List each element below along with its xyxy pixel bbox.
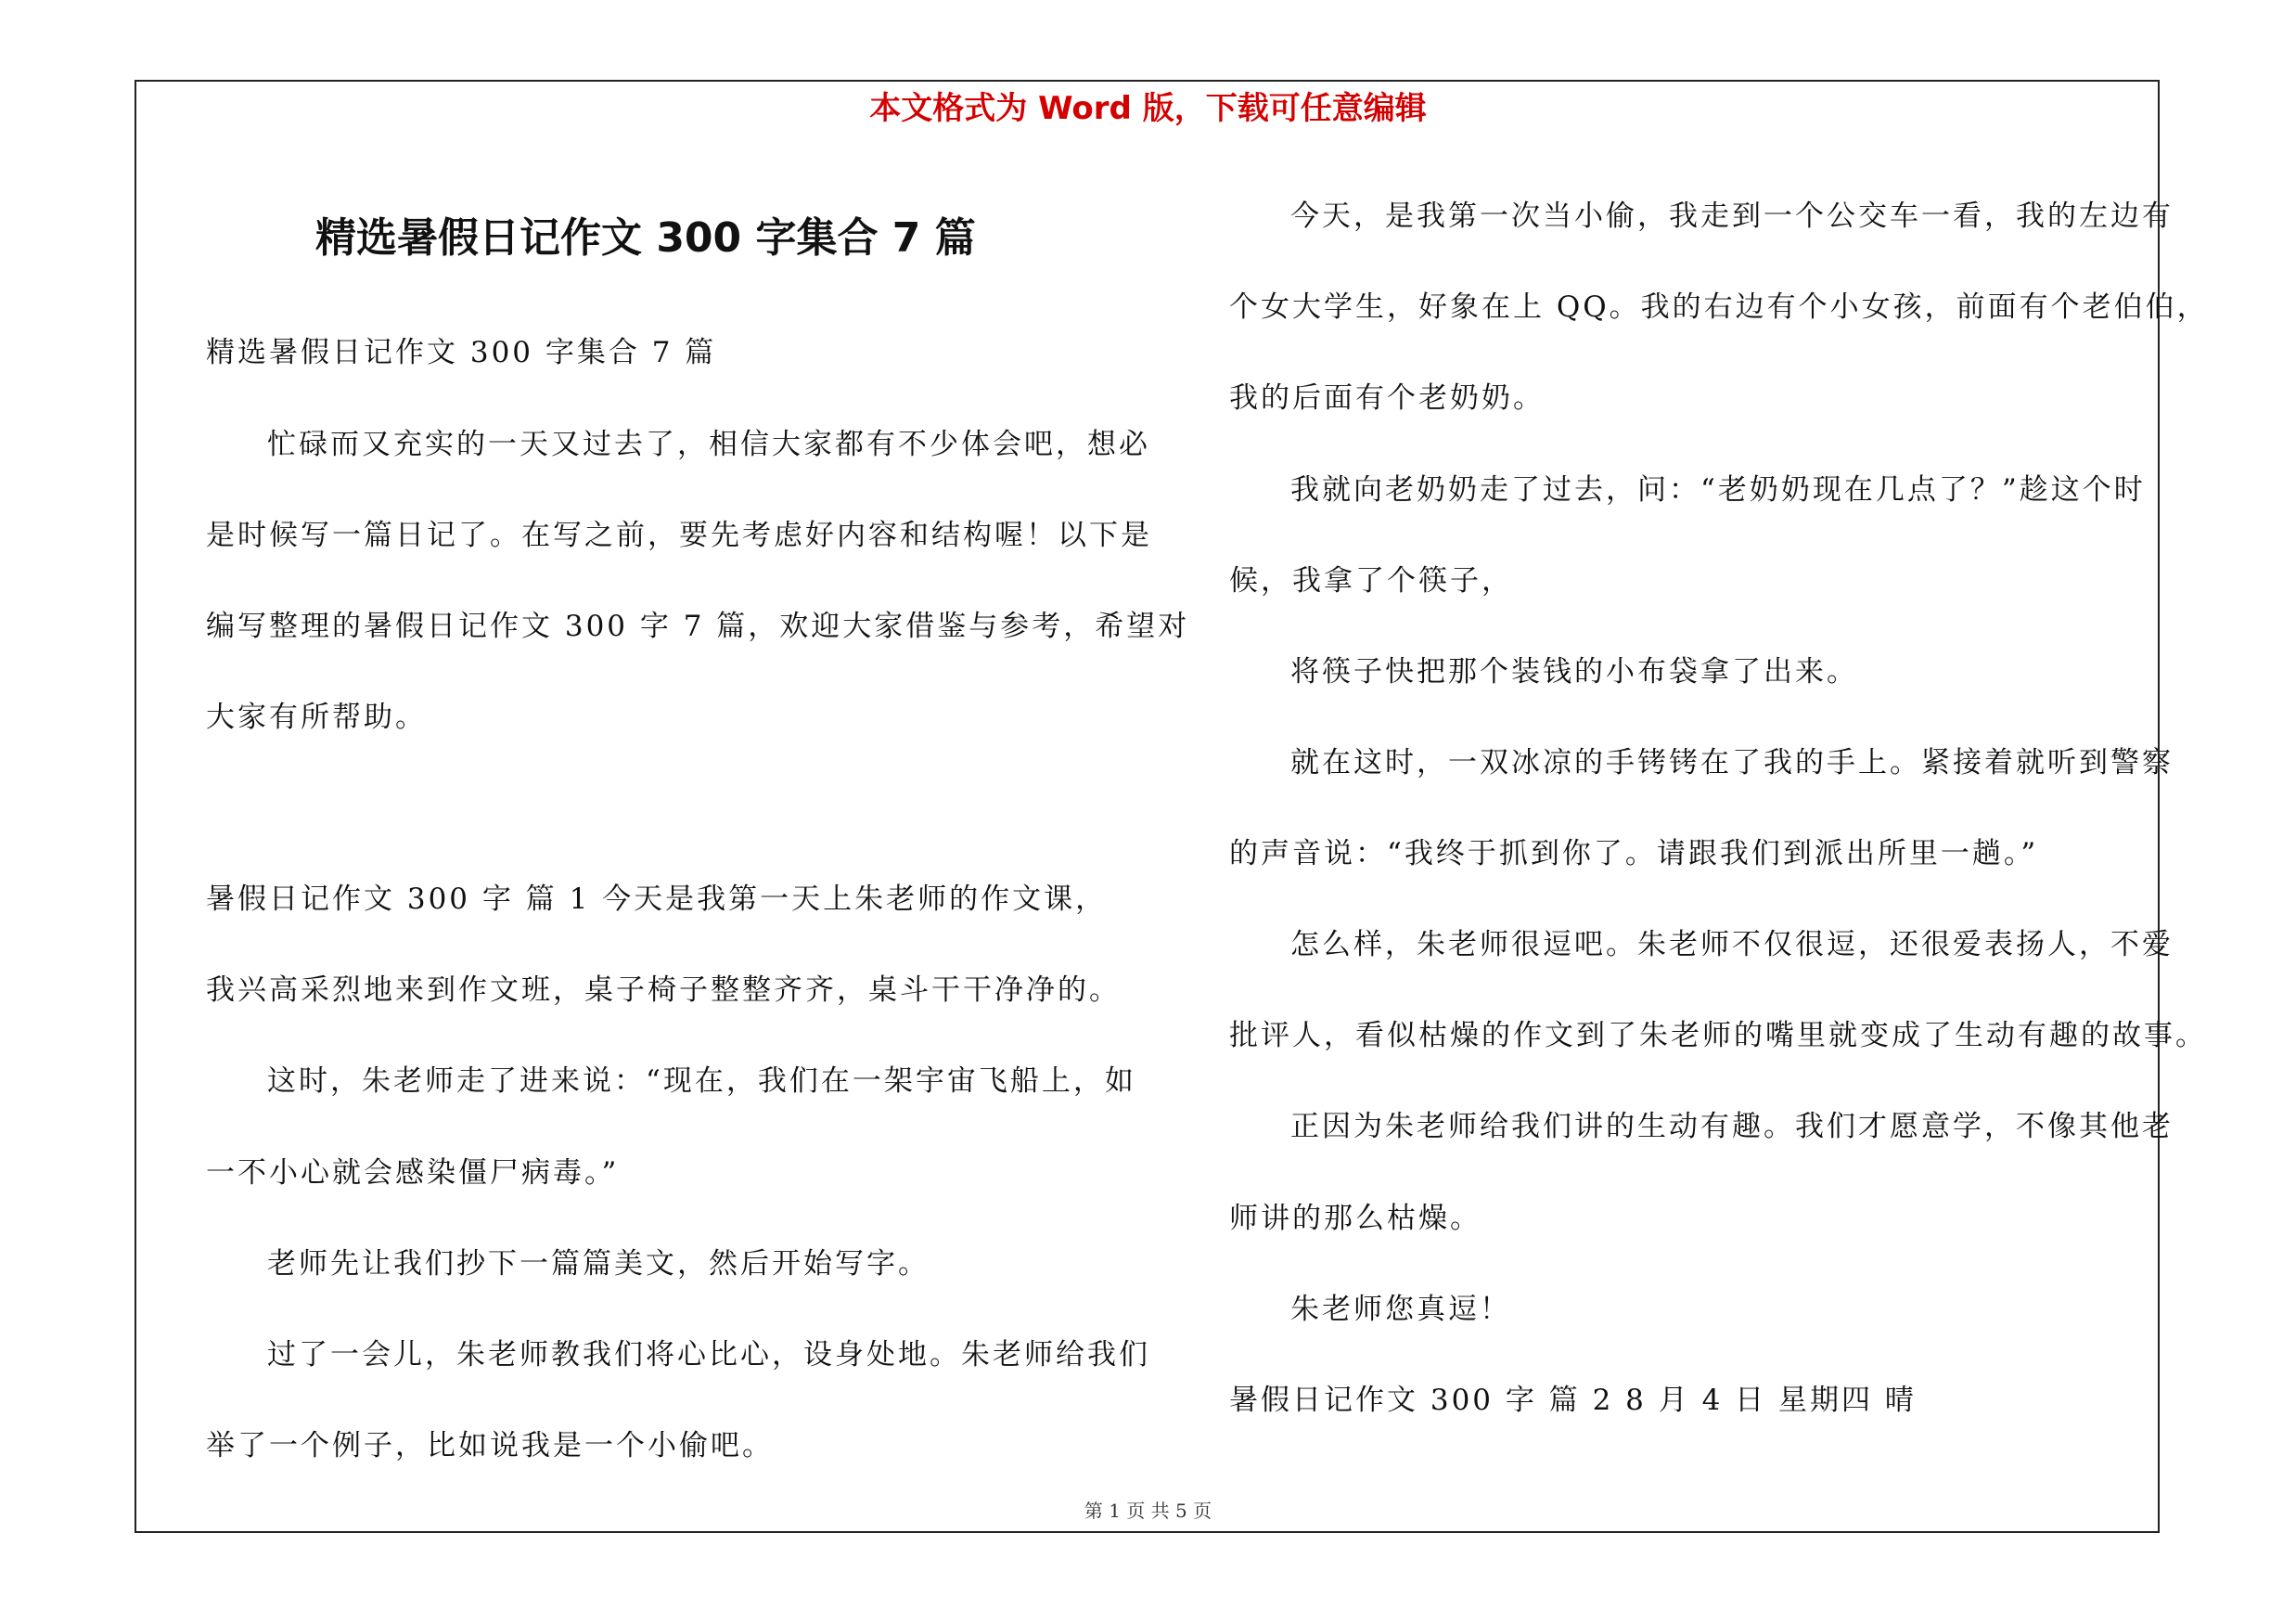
body-line: 就在这时，一双冰凉的手铐铐在了我的手上。紧接着就听到警察 xyxy=(1290,746,2174,779)
body-line: 大家有所帮助。 xyxy=(206,701,427,734)
format-banner: 本文格式为 Word 版，下载可任意编辑 xyxy=(869,90,1427,127)
body-line: 暑假日记作文 300 字 篇 2 8 月 4 日 星期四 晴 xyxy=(1229,1384,1917,1417)
body-line: 今天，是我第一次当小偷，我走到一个公交车一看，我的左边有 xyxy=(1290,200,2174,233)
body-line: 忙碌而又充实的一天又过去了，相信大家都有不少体会吧，想必 xyxy=(267,428,1150,461)
body-line: 暑假日记作文 300 字 篇 1 今天是我第一天上朱老师的作文课， xyxy=(206,882,1108,916)
body-line: 我就向老奶奶走了过去，问：“老奶奶现在几点了？”趁这个时 xyxy=(1290,473,2146,507)
body-line: 是时候写一篇日记了。在写之前，要先考虑好内容和结构喔！以下是 xyxy=(206,519,1152,552)
body-line: 批评人，看似枯燥的作文到了朱老师的嘴里就变成了生动有趣的故事。 xyxy=(1229,1019,2207,1052)
body-line: 的声音说：“我终于抓到你了。请跟我们到派出所里一趟。” xyxy=(1229,837,2039,870)
body-line: 个女大学生，好象在上 QQ。我的右边有个小女孩，前面有个老伯伯， xyxy=(1229,290,2209,324)
body-line: 将筷子快把那个装钱的小布袋拿了出来。 xyxy=(1290,655,1858,689)
body-line: 过了一会儿，朱老师教我们将心比心，设身处地。朱老师给我们 xyxy=(267,1338,1150,1372)
body-line: 老师先让我们抄下一篇篇美文，然后开始写字。 xyxy=(267,1247,930,1281)
body-line: 精选暑假日记作文 300 字集合 7 篇 xyxy=(206,336,717,369)
body-line: 师讲的那么枯燥。 xyxy=(1229,1202,1481,1235)
body-line: 正因为朱老师给我们讲的生动有趣。我们才愿意学，不像其他老 xyxy=(1290,1110,2174,1143)
body-line: 候，我拿了个筷子， xyxy=(1229,564,1513,598)
document-title: 精选暑假日记作文 300 字集合 7 篇 xyxy=(315,214,976,262)
body-line: 一不小心就会感染僵尸病毒。” xyxy=(206,1156,620,1190)
body-line: 编写整理的暑假日记作文 300 字 7 篇，欢迎大家借鉴与参考，希望对 xyxy=(206,610,1190,643)
body-line: 我的后面有个老奶奶。 xyxy=(1229,381,1545,415)
body-line: 举了一个例子，比如说我是一个小偷吧。 xyxy=(206,1429,774,1462)
body-line: 怎么样，朱老师很逗吧。朱老师不仅很逗，还很爱表扬人，不爱 xyxy=(1290,928,2174,961)
body-line: 这时，朱老师走了进来说：“现在，我们在一架宇宙飞船上，如 xyxy=(267,1064,1136,1098)
body-line: 我兴高采烈地来到作文班，桌子椅子整整齐齐，桌斗干干净净的。 xyxy=(206,973,1121,1007)
body-line: 朱老师您真逗！ xyxy=(1290,1293,1511,1326)
page-number-footer: 第 1 页 共 5 页 xyxy=(1084,1500,1212,1522)
